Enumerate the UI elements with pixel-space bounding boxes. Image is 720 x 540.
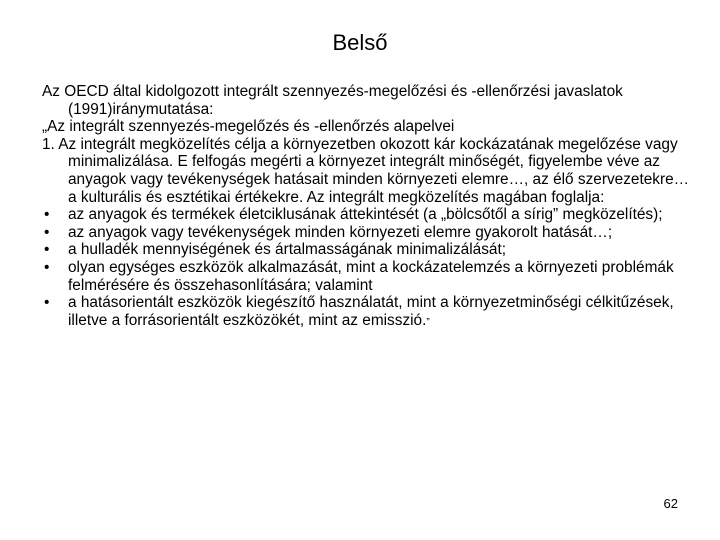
- bullet-item: [42, 259, 692, 294]
- bullet-icon: •: [44, 223, 50, 241]
- bullet-icon: •: [44, 241, 50, 259]
- principle-paragraph: 1. Az integrált megközelítés célja a környezetben okozott kár kockázatának megelőzése vagy minimalizálása. E felfogás megérti a környezet integrált minőségét, figyelembe véve az anyagok vagy tevékenységek hatásait minden környezeti elemre…, az élő szervezetekre… a kulturális és esztétikai értékekre. Az integrált megközelítés magában foglalja:: [42, 135, 690, 206]
- quote-heading: „Az integrált szennyezés-megelőzés és -ellenőrzés alapelvei: [42, 118, 455, 136]
- bullet-item: [42, 294, 692, 331]
- bullet-icon: •: [44, 206, 50, 224]
- bullet-icon: •: [44, 294, 50, 312]
- bullet-text: az anyagok vagy tevékenységek minden környezeti elemre gyakorolt hatását…;: [68, 223, 613, 241]
- bullet-item: [42, 241, 692, 259]
- bullet-item: [42, 206, 692, 224]
- bullet-text: az anyagok és termékek életciklusának áttekintését (a „bölcsőtől a sírig” megközelítés);: [68, 206, 663, 224]
- bullet-text: a hulladék mennyiségének és ártalmasságának minimalizálását;: [68, 241, 507, 259]
- closing-quote: ”: [426, 316, 430, 328]
- intro-paragraph: Az OECD által kidolgozott integrált szennyezés-megelőzési és -ellenőrzési javaslatok (1991)iránymutatása:: [42, 83, 623, 118]
- bullet-item: [42, 224, 692, 242]
- bullet-text: a hatásorientált eszközök kiegészítő használatát, mint a környezetminőségi célkitűzések, illetve a forrásorientált eszközökét, mint az emisszió.: [68, 294, 674, 329]
- slide-body: [42, 83, 692, 331]
- page-number: 62: [663, 496, 678, 511]
- bullet-icon: •: [44, 258, 50, 276]
- bullet-text: olyan egységes eszközök alkalmazását, mint a kockázatelemzés a környezeti problémák felmérésére és összehasonlítására; valamint: [68, 258, 674, 294]
- slide-title: Belső: [332, 30, 388, 55]
